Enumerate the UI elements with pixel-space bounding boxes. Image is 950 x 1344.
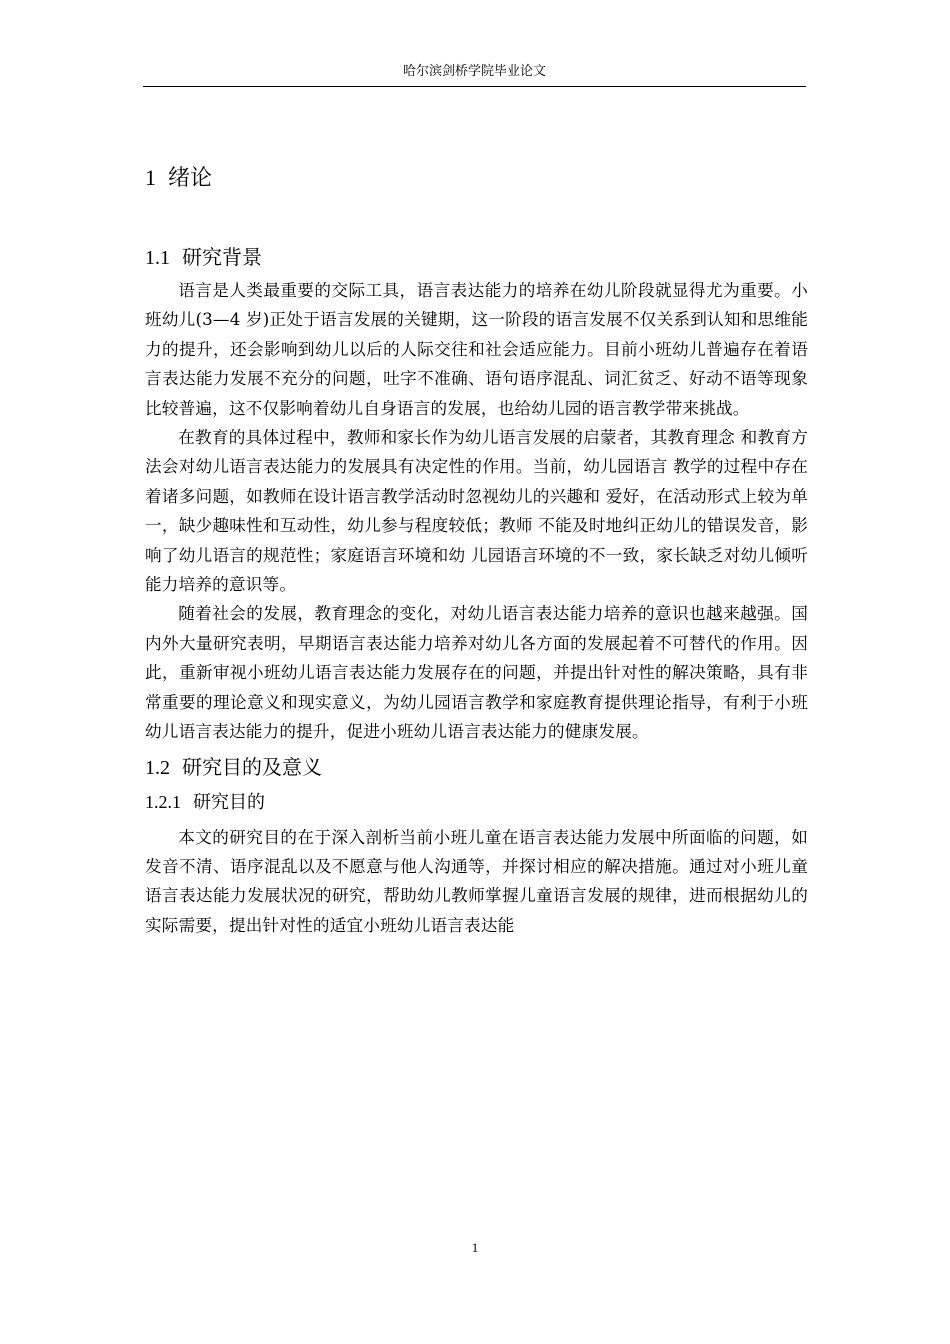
section-number: 1.1	[145, 247, 170, 269]
subsection-heading-1-2-1	[145, 786, 808, 819]
section-heading-1-1	[145, 241, 808, 274]
page-header	[143, 62, 806, 87]
subsection-title: 研究目的	[193, 791, 265, 813]
chapter-title: 绪论	[168, 166, 213, 191]
chapter-number: 1	[145, 165, 156, 190]
subsection-number: 1.2.1	[145, 791, 181, 812]
document-body	[145, 160, 808, 940]
paragraph-background-1: 语言是人类最重要的交际工具，语言表达能力的培养在幼儿阶段就显得尤为重要。小班幼儿(3—4 岁)正处于语言发展的关键期，这一阶段的语言发展不仅关系到认知和思维能力的提升，还会影响到幼儿以后的人际交往和社会适应能力。目前小班幼儿普遍存在着语言表达能力发展不充分的问题，吐字不准确、语句语序混乱、词汇贫乏、好动不语等现象比较普遍，这不仅影响着幼儿自身语言的发展，也给幼儿园的语言教学带来挑战。	[145, 281, 808, 418]
chapter-heading	[145, 160, 808, 197]
section-title: 研究背景	[182, 245, 262, 269]
section-heading-1-2	[145, 751, 808, 784]
paragraph-background-2: 在教育的具体过程中，教师和家长作为幼儿语言发展的启蒙者，其教育理念 和教育方法会对幼儿语言表达能力的发展具有决定性的作用。当前，幼儿园语言 教学的过程中存在着诸多问题，如教师在设计语言教学活动时忽视幼儿的兴趣和 爱好，在活动形式上较为单一，缺少趣味性和互动性，幼儿参与程度较低；教师 不能及时地纠正幼儿的错误发音，影响了幼儿语言的规范性；家庭语言环境和幼 儿园语言环境的不一致，家长缺乏对幼儿倾听能力培养的意识等。	[145, 428, 808, 595]
section-title: 研究目的及意义	[182, 754, 322, 779]
header-title: 哈尔滨剑桥学院毕业论文	[402, 64, 546, 79]
page-number: 1	[471, 1240, 479, 1255]
paragraph-background-3: 随着社会的发展，教育理念的变化，对幼儿语言表达能力培养的意识也越来越强。国内外大量研究表明，早期语言表达能力培养对幼儿各方面的发展起着不可替代的作用。因此，重新审视小班幼儿语言表达能力发展存在的问题，并提出针对性的解决策略，具有非常重要的理论意义和现实意义，为幼儿园语言教学和家庭教育提供理论指导，有利于小班幼儿语言表达能力的提升，促进小班幼儿语言表达能力的健康发展。	[145, 604, 808, 742]
section-number: 1.2	[145, 756, 170, 779]
paragraph-purpose-1: 本文的研究目的在于深入剖析当前小班儿童在语言表达能力发展中所面临的问题，如发音不清、语序混乱以及不愿意与他人沟通等，并探讨相应的解决措施。通过对小班儿童语言表达能力发展状况的研究，帮助幼儿教师掌握儿童语言发展的规律，进而根据幼儿的实际需要，提出针对性的适宜小班幼儿语言表达能	[145, 827, 808, 935]
